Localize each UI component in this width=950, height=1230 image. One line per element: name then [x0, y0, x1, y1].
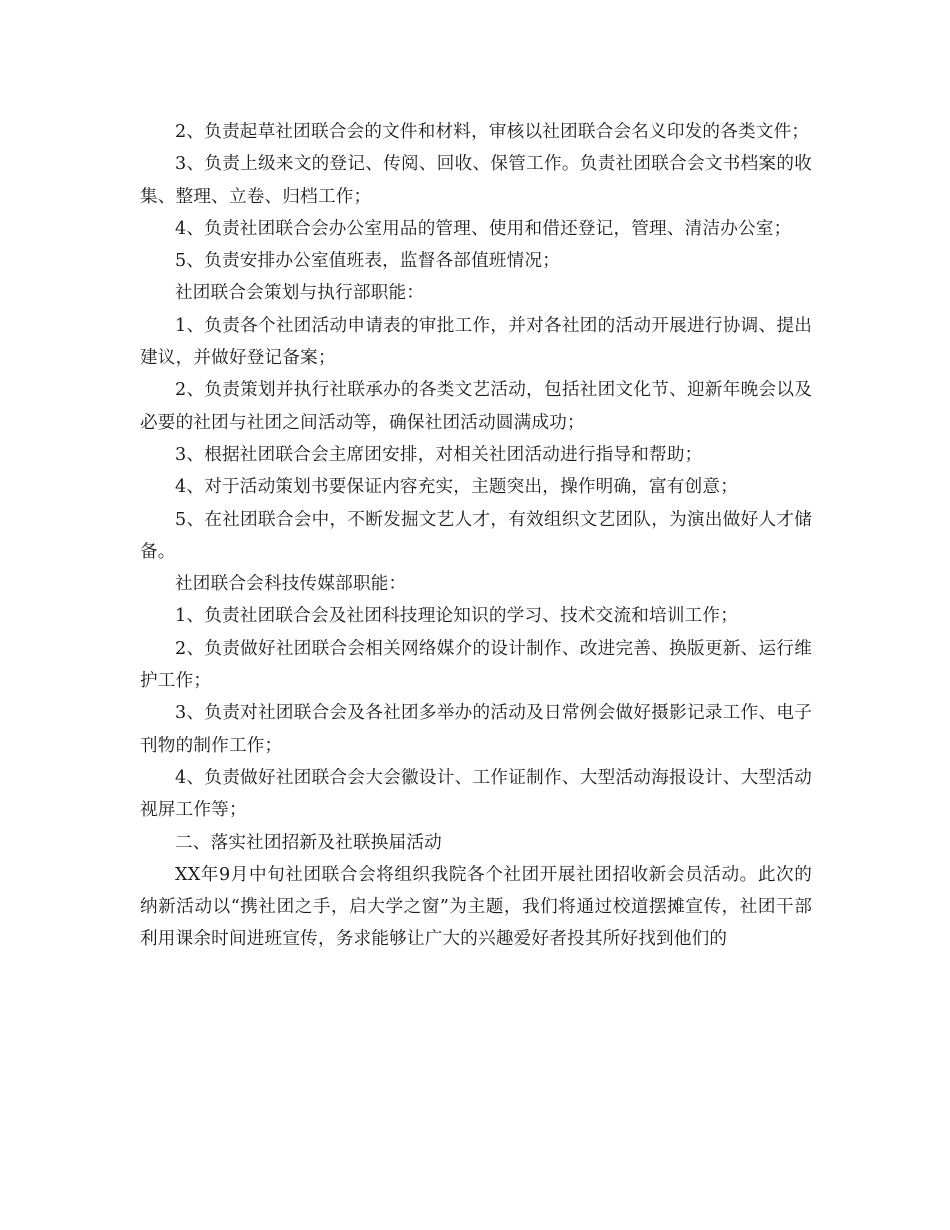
section-heading-media-dept: 社团联合会科技传媒部职能：: [175, 574, 407, 595]
section-heading-planning-dept: 社团联合会策划与执行部职能：: [175, 283, 425, 304]
paragraph-media-item-2: 2、负责做好社团联合会相关网络媒介的设计制作、改进完善、换版更新、运行维护工作；: [140, 638, 812, 692]
paragraph-secretariat-item-5: 5、负责安排办公室值班表，监督各部值班情况；: [175, 251, 561, 272]
paragraph-media-item-1: 1、负责社团联合会及社团科技理论知识的学习、技术交流和培训工作；: [175, 606, 739, 627]
paragraph-planning-item-2: 2、负责策划并执行社联承办的各类文艺活动，包括社团文化节、迎新年晚会以及必要的社团与社团之间活动等，确保社团活动圆满成功；: [140, 380, 812, 433]
paragraph-planning-item-1: 1、负责各个社团活动申请表的审批工作，并对各社团的活动开展进行协调、提出建议，并做好登记备案；: [140, 315, 812, 369]
paragraph-media-item-4: 4、负责做好社团联合会大会徽设计、工作证制作、大型活动海报设计、大型活动视屏工作等；: [140, 767, 812, 821]
paragraph-secretariat-item-3: 3、负责上级来文的登记、传阅、回收、保管工作。负责社团联合会文书档案的收集、整理、立卷、归档工作；: [140, 154, 812, 207]
paragraph-planning-item-4: 4、对于活动策划书要保证内容充实，主题突出，操作明确，富有创意；: [175, 477, 739, 498]
paragraph-planning-item-3: 3、根据社团联合会主席团安排，对相关社团活动进行指导和帮助；: [175, 444, 703, 465]
paragraph-secretariat-item-2: 2、负责起草社团联合会的文件和材料，审核以社团联合会名义印发的各类文件；: [175, 122, 810, 142]
paragraph-recruitment-body: XX年9月中旬社团联合会将组织我院各个社团开展社团招收新会员活动。此次的纳新活动以“携社团之手，启大学之窗”为主题，我们将通过校道摆摊宣传，社团干部利用课余时间进班宣传，务求能够让广大的兴趣爱好者投其所好找到他们的: [140, 864, 812, 950]
paragraph-secretariat-item-4: 4、负责社团联合会办公室用品的管理、使用和借还登记，管理、清洁办公室；: [175, 218, 792, 239]
paragraph-media-item-3: 3、负责对社团联合会及各社团多举办的活动及日常例会做好摄影记录工作、电子刊物的制作工作；: [140, 703, 812, 756]
paragraph-planning-item-5: 5、在社团联合会中，不断发掘文艺人才，有效组织文艺团队，为演出做好人才储备。: [140, 509, 812, 562]
document-page: [140, 116, 812, 956]
section-heading-recruitment: 二、落实社团招新及社联换届活动: [175, 832, 442, 853]
